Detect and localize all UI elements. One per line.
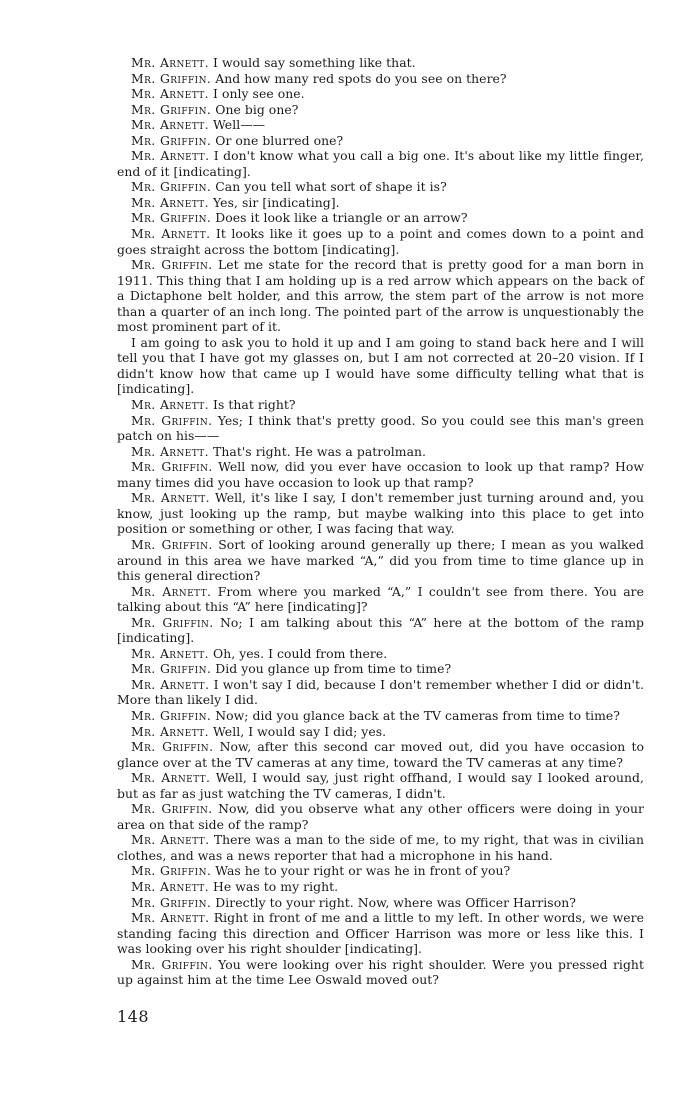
speaker-name: Mr. Griffin.: [131, 956, 213, 972]
speech-text: Now, after this second car moved out, did you have occasion to glance over at the TV cameras at any time, toward the TV cameras at any time?: [117, 739, 644, 770]
speaker-name: Mr. Griffin.: [131, 614, 214, 630]
speech-text: Well, I would say I did; yes.: [213, 723, 387, 739]
speaker-name: Mr. Arnett.: [131, 148, 210, 164]
speaker-name: Mr. Arnett.: [131, 443, 210, 459]
transcript-line: [117, 195, 644, 211]
speech-text: Well——: [213, 117, 266, 133]
speech-text: Was he to your right or was he in front of you?: [215, 863, 511, 879]
speaker-name: Mr. Griffin.: [131, 459, 213, 475]
transcript-line: [117, 210, 644, 226]
transcript-line: [117, 863, 644, 879]
speaker-name: Mr. Griffin.: [131, 70, 212, 86]
speaker-name: Mr. Griffin.: [131, 661, 212, 677]
speech-text: Right in front of me and a little to my left. In other words, we were standing facing this direction and Officer Harrison was more or less like this. I was looking over his right shoulder [indicating].: [117, 910, 644, 957]
speech-text: Well, it's like I say, I don't remember just turning around and, you know, just looking up the ramp, but maybe walking into this place to get into position or something or other, I was facing that way.: [117, 490, 644, 537]
transcript-line: [117, 661, 644, 677]
transcript-line: [117, 537, 644, 584]
speaker-name: Mr. Griffin.: [131, 132, 212, 148]
speech-text: Is that right?: [213, 397, 296, 413]
transcript-line: [117, 490, 644, 537]
transcript-line: [117, 879, 644, 895]
speaker-name: Mr. Arnett.: [131, 226, 211, 242]
transcript-line: [117, 55, 644, 71]
transcript-line: [117, 832, 644, 863]
speaker-name: Mr. Griffin.: [131, 894, 212, 910]
transcript-line: [117, 801, 644, 832]
speech-text: Does it look like a triangle or an arrow?: [215, 210, 468, 226]
speech-text: I won't say I did, because I don't remember whether I did or didn't. More than likely I did.: [117, 676, 644, 708]
speaker-name: Mr. Arnett.: [131, 910, 210, 926]
transcript-line: [117, 335, 644, 397]
speaker-name: Mr. Griffin.: [131, 210, 212, 226]
speech-text: Let me state for the record that is pretty good for a man born in 1911. This thing that I am holding up is a red arrow which appears on the back of a Dictaphone belt holder, and this arrow, the stem part of the arrow is not more than a quarter of an inch long. The pointed part of the arrow is unquestionably the most prominent part of it.: [117, 257, 644, 335]
speech-text: It looks like it goes up to a point and comes down to a point and goes straight across the bottom [indicating].: [117, 226, 644, 257]
transcript-line: [117, 413, 644, 444]
transcript-line: [117, 895, 644, 911]
speaker-name: Mr. Arnett.: [131, 194, 210, 210]
speech-text: You were looking over his right shoulder. Were you pressed right up against him at the time Lee Oswald moved out?: [117, 956, 644, 988]
transcript-line: [117, 957, 644, 988]
transcript-line: [117, 71, 644, 87]
transcript-line: [117, 444, 644, 460]
speech-text: Sort of looking around generally up there; I mean as you walked around in this area we have marked “A,” did you from time to time glance up in this general direction?: [117, 536, 644, 584]
transcript-body: [117, 55, 644, 988]
transcript-line: [117, 770, 644, 801]
transcript-line: [117, 148, 644, 179]
speaker-name: Mr. Griffin.: [131, 863, 212, 879]
speaker-name: Mr. Griffin.: [131, 179, 212, 195]
speaker-name: Mr. Arnett.: [131, 490, 211, 506]
speech-text: Can you tell what sort of shape it is?: [215, 179, 447, 195]
transcript-line: [117, 459, 644, 490]
transcript-line: [117, 724, 644, 740]
transcript-line: [117, 739, 644, 770]
speech-text: Now; did you glance back at the TV cameras from time to time?: [215, 707, 620, 723]
speech-text: I only see one.: [213, 86, 305, 102]
speech-text: I don't know what you call a big one. It's about like my little finger, end of it [indicating].: [117, 148, 644, 179]
speech-text: That's right. He was a patrolman.: [213, 443, 427, 459]
transcript-line: [117, 677, 644, 708]
speaker-name: Mr. Griffin.: [131, 257, 213, 273]
transcript-line: [117, 615, 644, 646]
speech-text: I would say something like that.: [213, 55, 416, 70]
speaker-name: Mr. Griffin.: [131, 412, 213, 428]
transcript-line: [117, 708, 644, 724]
transcript-line: [117, 86, 644, 102]
transcript-line: [117, 102, 644, 118]
speaker-name: Mr. Arnett.: [131, 676, 210, 692]
speech-text: And how many red spots do you see on there?: [215, 70, 507, 86]
speaker-name: Mr. Griffin.: [131, 739, 214, 755]
speech-text: From where you marked “A,” I couldn't see from there. You are talking about this “A” here [indicating]?: [117, 583, 644, 615]
speaker-name: Mr. Griffin.: [131, 536, 213, 552]
transcript-line: [117, 179, 644, 195]
page-number: 148: [117, 1007, 150, 1026]
speaker-name: Mr. Arnett.: [131, 878, 210, 894]
speech-text: Yes; I think that's pretty good. So you could see this man's green patch on his——: [117, 412, 644, 444]
speech-text: I am going to ask you to hold it up and I am going to stand back here and I will tell you that I have got my glasses on, but I am not corrected at 20–20 vision. If I didn't know how that came up I would have some difficulty telling what that is [indicating].: [117, 334, 644, 397]
speech-text: Directly to your right. Now, where was Officer Harrison?: [215, 894, 576, 910]
speech-text: Now, did you observe what any other officers were doing in your area on that side of the ramp?: [117, 801, 644, 832]
speech-text: Yes, sir [indicating].: [213, 194, 340, 210]
speaker-name: Mr. Arnett.: [131, 117, 210, 133]
speaker-name: Mr. Griffin.: [131, 801, 213, 817]
speaker-name: Mr. Arnett.: [131, 397, 210, 413]
speaker-name: Mr. Arnett.: [131, 832, 210, 848]
speaker-name: Mr. Arnett.: [131, 723, 210, 739]
transcript-line: [117, 646, 644, 662]
speech-text: Well, I would say, just right offhand, I would say I looked around, but as far as just watching the TV cameras, I didn't.: [117, 770, 644, 801]
speech-text: One big one?: [215, 101, 299, 117]
speech-text: Well now, did you ever have occasion to look up that ramp? How many times did you have occasion to look up that ramp?: [117, 459, 644, 490]
speaker-name: Mr. Arnett.: [131, 645, 210, 661]
transcript-line: [117, 117, 644, 133]
speech-text: There was a man to the side of me, to my right, that was in civilian clothes, and was a news reporter that had a microphone in his hand.: [117, 832, 644, 863]
transcript-line: [117, 226, 644, 257]
speaker-name: Mr. Griffin.: [131, 707, 212, 723]
transcript-line: [117, 584, 644, 615]
transcript-line: [117, 133, 644, 149]
speech-text: Or one blurred one?: [215, 132, 344, 148]
speaker-name: Mr. Arnett.: [131, 770, 211, 786]
speaker-name: Mr. Arnett.: [131, 583, 212, 599]
transcript-line: [117, 257, 644, 335]
speaker-name: Mr. Arnett.: [131, 55, 210, 70]
transcript-line: [117, 910, 644, 957]
speech-text: Oh, yes. I could from there.: [213, 645, 388, 661]
speaker-name: Mr. Arnett.: [131, 86, 210, 102]
transcript-line: [117, 397, 644, 413]
speaker-name: Mr. Griffin.: [131, 101, 212, 117]
speech-text: He was to my right.: [213, 878, 339, 894]
speech-text: Did you glance up from time to time?: [215, 661, 452, 677]
speech-text: No; I am talking about this “A” here at the bottom of the ramp [indicating].: [117, 614, 644, 646]
